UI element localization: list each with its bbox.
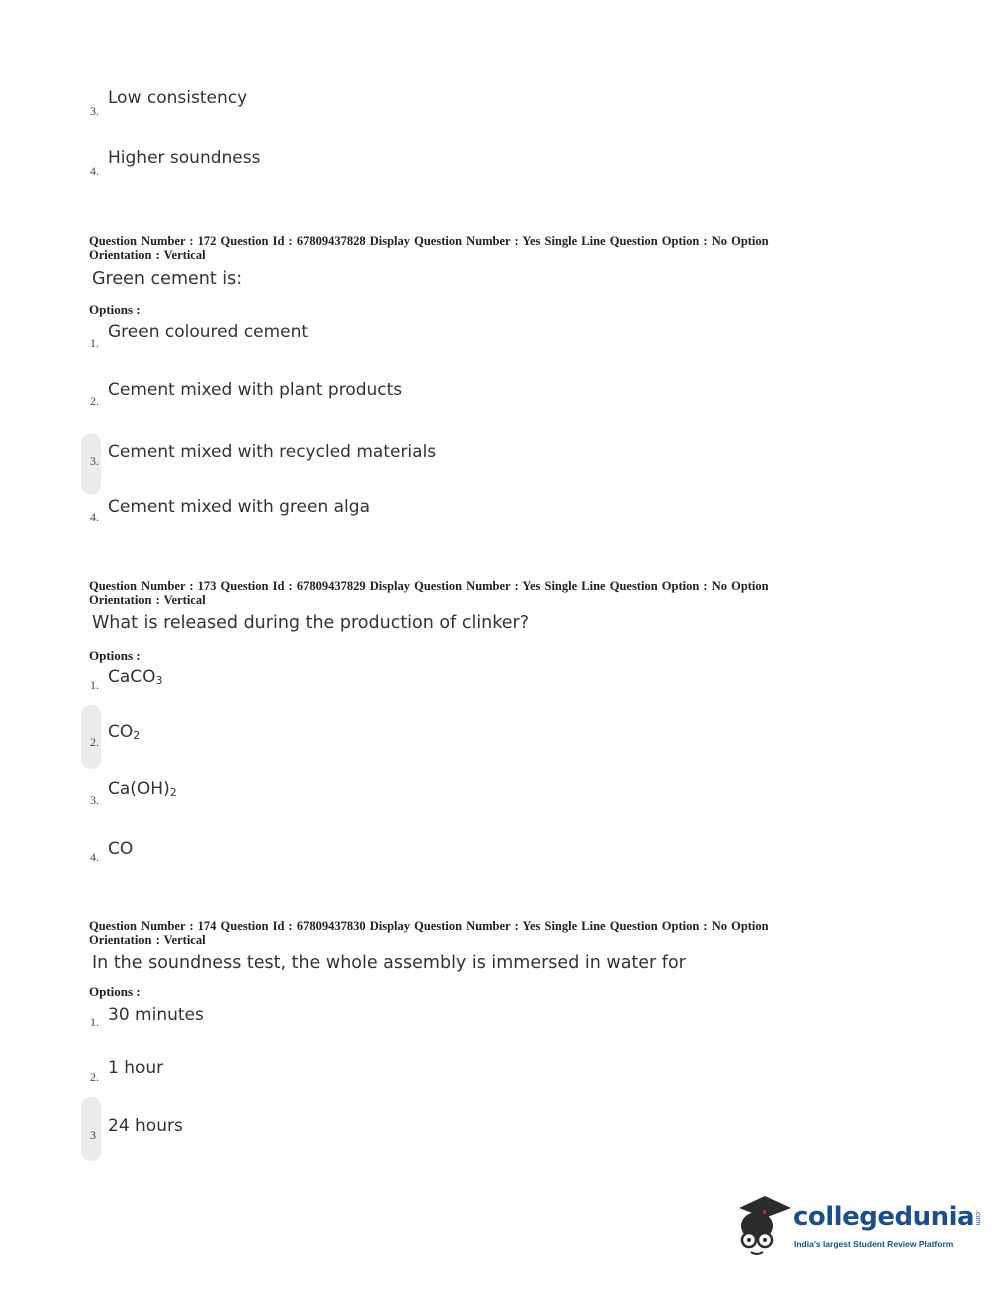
option-text: CO [108, 839, 134, 859]
option-number: 3 [90, 1128, 96, 1142]
options-label: Options : [89, 302, 141, 317]
option-row[interactable] [0, 1058, 800, 1108]
option-row[interactable] [0, 497, 800, 547]
option-number: 4. [90, 164, 99, 178]
option-number: 4. [90, 510, 99, 524]
option-number: 2. [90, 735, 99, 749]
option-text: Cement mixed with plant products [108, 380, 403, 400]
question-meta [89, 919, 879, 947]
option-row[interactable] [0, 1005, 800, 1055]
option-text: $CO_2$ [108, 722, 141, 742]
question-text: In the soundness test, the whole assembly is immersed in water for [92, 953, 686, 973]
logo-tagline: India's largest Student Review Platform [794, 1239, 954, 1249]
options-label: Options : [89, 984, 141, 999]
question-orientation: Orientation : Vertical [89, 248, 206, 262]
mascot-icon [735, 1190, 795, 1258]
question-meta [89, 234, 879, 262]
option-number: 2. [90, 394, 99, 408]
option-row[interactable] [0, 148, 800, 198]
option-number: 1. [90, 678, 99, 692]
option-number: 2. [90, 1070, 99, 1084]
question-text: What is released during the production of clinker? [92, 613, 530, 633]
option-text: $Ca(OH)_2$ [108, 779, 177, 799]
options-label: Options : [89, 648, 141, 663]
option-row[interactable] [0, 722, 800, 772]
option-row[interactable] [0, 1116, 800, 1166]
option-text: CaCO$_3$ [108, 667, 163, 687]
option-text: 24 hours [108, 1116, 183, 1136]
logo-suffix: .com [974, 1209, 982, 1225]
option-text: Cement mixed with recycled materials [108, 442, 437, 462]
question-meta-line: Question Number : 172 Question Id : 67809437828 Display Question Number : Yes Single Line Question Option : No Option [89, 234, 769, 248]
option-number: 4. [90, 850, 99, 864]
option-number: 1. [90, 1015, 99, 1029]
option-text: Cement mixed with green alga [108, 497, 370, 517]
option-row[interactable] [0, 88, 800, 138]
option-number: 1. [90, 336, 99, 350]
option-number: 3. [90, 104, 99, 118]
option-row[interactable] [0, 380, 800, 430]
question-meta [89, 579, 879, 607]
option-row[interactable] [0, 667, 800, 717]
option-row[interactable] [0, 839, 800, 889]
option-text: Low consistency [108, 88, 248, 108]
collegedunia-logo [735, 1190, 982, 1260]
option-number: 3. [90, 793, 99, 807]
option-row[interactable] [0, 442, 800, 492]
option-row[interactable] [0, 779, 800, 829]
question-orientation: Orientation : Vertical [89, 933, 206, 947]
option-text: 1 hour [108, 1058, 164, 1078]
logo-wordmark [793, 1202, 981, 1232]
question-meta-line: Question Number : 173 Question Id : 67809437829 Display Question Number : Yes Single Line Question Option : No Option [89, 579, 769, 593]
option-text: Green coloured cement [108, 322, 309, 342]
logo-name: collegedunia [793, 1202, 975, 1232]
option-text: Higher soundness [108, 148, 261, 168]
question-text: Green cement is: [92, 269, 243, 289]
option-row[interactable] [0, 322, 800, 372]
question-orientation: Orientation : Vertical [89, 593, 206, 607]
question-meta-line: Question Number : 174 Question Id : 67809437830 Display Question Number : Yes Single Line Question Option : No Option [89, 919, 769, 933]
option-number: 3. [90, 454, 99, 468]
option-text: 30 minutes [108, 1005, 204, 1025]
